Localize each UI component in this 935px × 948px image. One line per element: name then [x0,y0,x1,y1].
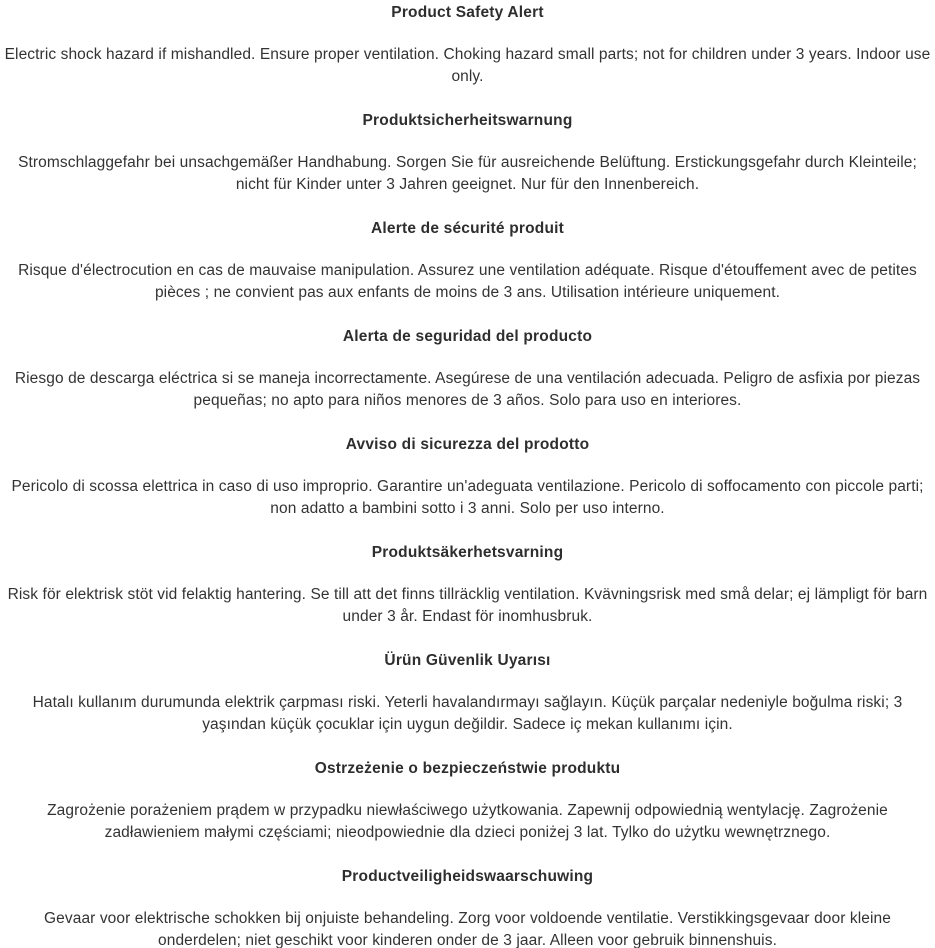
safety-section-english [1,2,934,88]
section-body-english: Electric shock hazard if mishandled. Ensure proper ventilation. Choking hazard small parts; not for children under 3 years. Indoor use only. [4,46,931,85]
section-body-swedish: Risk för elektrisk stöt vid felaktig hantering. Se till att det finns tillräcklig ventilation. Kvävningsrisk med små delar; ej lämpligt för barn under 3 år. Endast för inomhusbruk. [7,586,928,625]
section-heading-german: Produktsicherheitswarnung [362,112,573,129]
section-heading-polish: Ostrzeżenie o bezpieczeństwie produktu [314,760,621,777]
safety-section-swedish [1,542,934,628]
safety-section-turkish [1,650,934,736]
safety-section-italian [1,434,934,520]
section-body-french: Risque d'électrocution en cas de mauvaise manipulation. Assurez une ventilation adéquate. Risque d'étouffement avec de petites pièces ; ne convient pas aux enfants de moins de 3 ans. Utilisation intérieure uniquement. [18,262,917,301]
section-body-german: Stromschlaggefahr bei unsachgemäßer Handhabung. Sorgen Sie für ausreichende Belüftung. Erstickungsgefahr durch Kleinteile; nicht für Kinder unter 3 Jahren geeignet. Nur für den Innenbereich. [18,154,917,193]
section-heading-spanish: Alerta de seguridad del producto [342,328,593,345]
section-body-dutch: Gevaar voor elektrische schokken bij onjuiste behandeling. Zorg voor voldoende ventilatie. Verstikkingsgevaar door kleine onderdelen; niet geschikt voor kinderen onder de 3 jaar. Alleen voor gebruik binnenshuis. [44,910,891,948]
section-body-polish: Zagrożenie porażeniem prądem w przypadku niewłaściwego użytkowania. Zapewnij odpowiednią wentylację. Zagrożenie zadławieniem małymi częściami; nieodpowiednie dla dzieci poniżej 3 lat. Tylko do użytku wewnętrznego. [47,802,888,841]
section-heading-dutch: Productveiligheidswaarschuwing [341,868,594,885]
safety-section-german [1,110,934,196]
safety-section-spanish [1,326,934,412]
section-heading-english: Product Safety Alert [391,4,544,21]
section-heading-french: Alerte de sécurité produit [371,220,564,237]
safety-section-dutch [1,866,934,948]
section-heading-italian: Avviso di sicurezza del prodotto [345,436,590,453]
safety-section-french [1,218,934,304]
section-body-spanish: Riesgo de descarga eléctrica si se maneja incorrectamente. Asegúrese de una ventilación adecuada. Peligro de asfixia por piezas pequeñas; no apto para niños menores de 3 años. Solo para uso en interiores. [14,370,921,409]
section-body-italian: Pericolo di scossa elettrica in caso di uso improprio. Garantire un'adeguata ventilazione. Pericolo di soffocamento con piccole parti; non adatto a bambini sotto i 3 anni. Solo per uso interno. [11,478,924,517]
section-heading-turkish: Ürün Güvenlik Uyarısı [384,652,551,669]
section-body-turkish: Hatalı kullanım durumunda elektrik çarpması riski. Yeterli havalandırmayı sağlayın. Küçük parçalar nedeniyle boğulma riski; 3 yaşından küçük çocuklar için uygun değildir. Sadece iç mekan kullanımı için. [32,694,903,733]
safety-section-polish [1,758,934,844]
section-heading-swedish: Produktsäkerhetsvarning [371,544,564,561]
